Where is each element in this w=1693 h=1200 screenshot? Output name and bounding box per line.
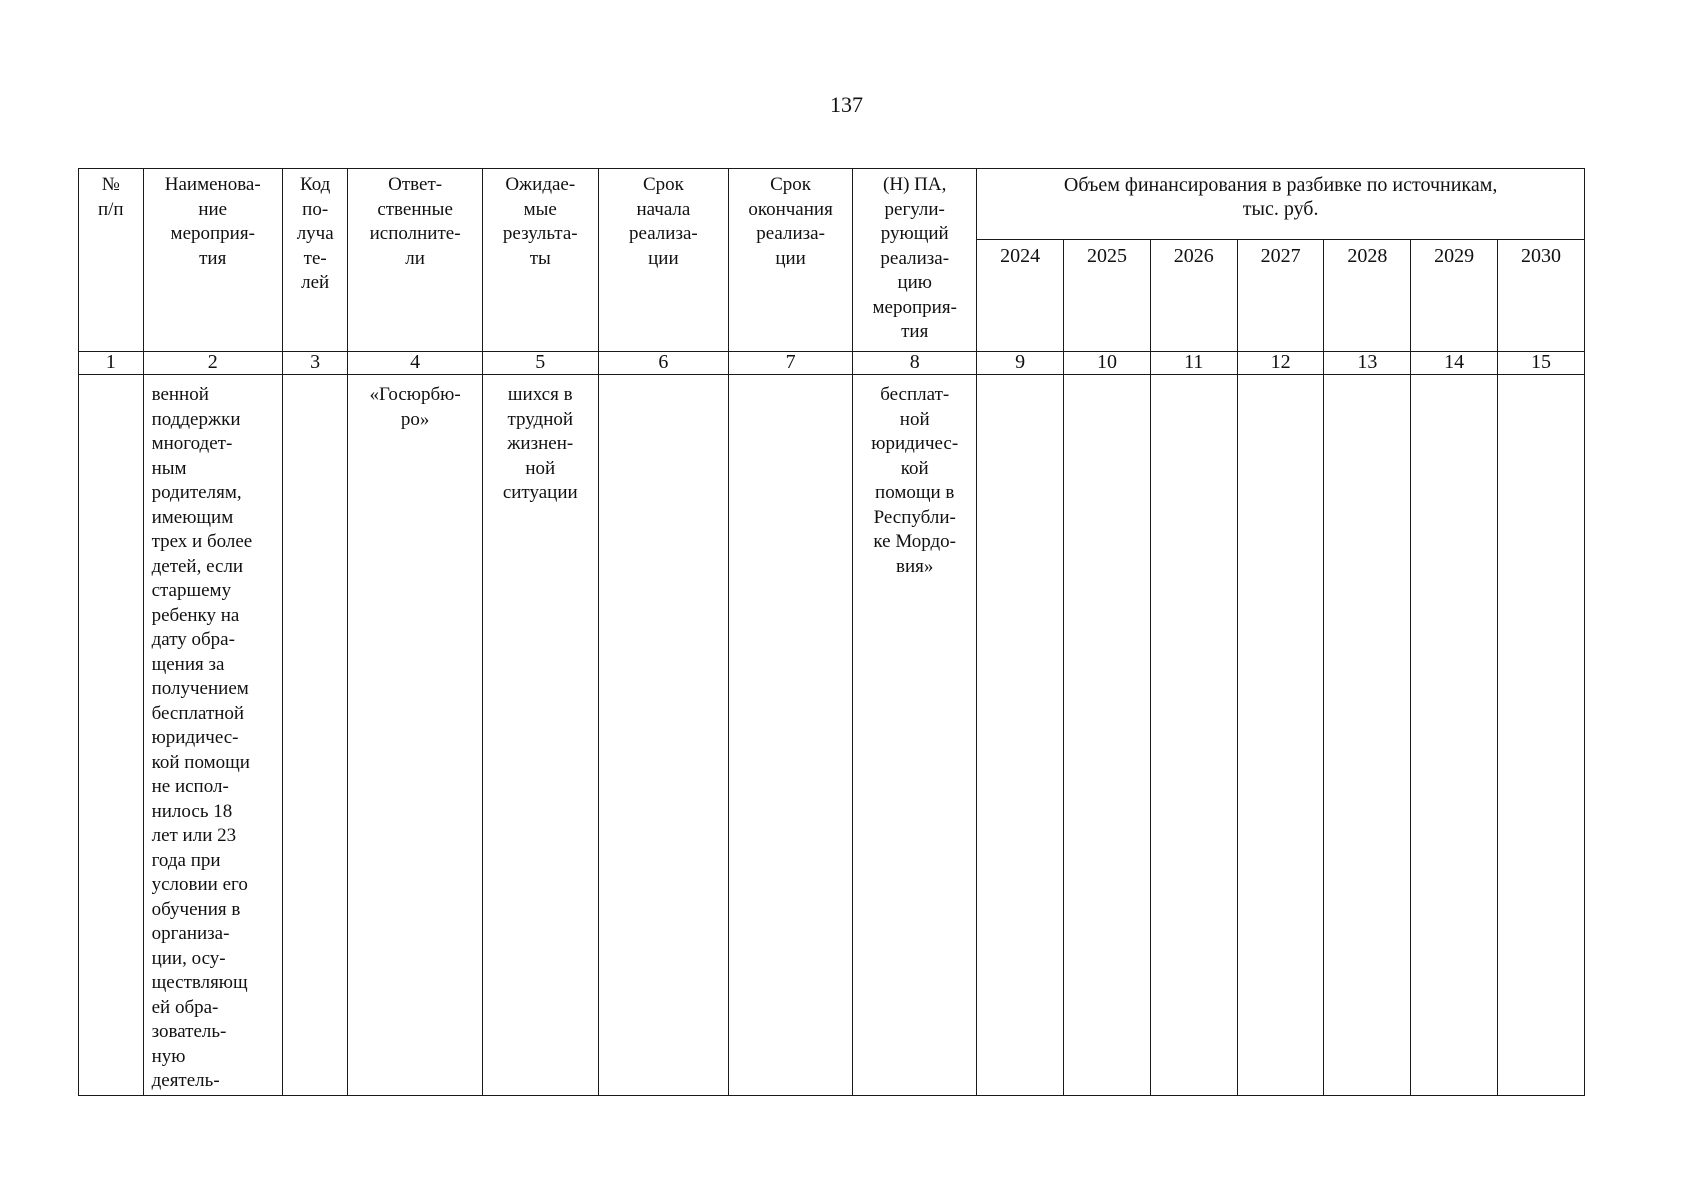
header-row [79, 169, 1585, 240]
cell-regulatory-act: бесплат- ной юридичес- кой помощи в Республи- ке Мордо- вия» [853, 375, 977, 1096]
column-number: 8 [853, 352, 977, 375]
page-number: 137 [830, 92, 863, 117]
header-responsible: Ответ- ственные исполните- ли [348, 169, 482, 352]
cell-activity-name: венной поддержки многодет- ным родителям, имеющим трех и более детей, если старшему ребенку на дату обра- щения за получением бесплатной юридичес- кой помощи не испол- нилось 18 лет или 23 года при условии его обучения в организа- ции, осу- ществляющ ей обра- зователь- ную деятель- [143, 375, 282, 1096]
cell-recipient-code [282, 375, 348, 1096]
header-activity-name: Наименова- ние мероприя- тия [143, 169, 282, 352]
year-2028: 2028 [1324, 240, 1411, 352]
column-number: 10 [1064, 352, 1151, 375]
cell-funding-2026 [1150, 375, 1237, 1096]
header-num: № п/п [79, 169, 144, 352]
cell-funding-2025 [1064, 375, 1151, 1096]
header-funding-volume: Объем финансирования в разбивке по источникам, тыс. руб. [977, 169, 1585, 240]
column-number: 15 [1498, 352, 1585, 375]
cell-num [79, 375, 144, 1096]
cell-start-date [598, 375, 728, 1096]
header-regulatory-act: (Н) ПА, регули- рующий реализа- цию мероприя- тия [853, 169, 977, 352]
column-number: 13 [1324, 352, 1411, 375]
column-number-row [79, 352, 1585, 375]
cell-funding-2028 [1324, 375, 1411, 1096]
cell-funding-2024 [977, 375, 1064, 1096]
cell-end-date [729, 375, 853, 1096]
year-2025: 2025 [1064, 240, 1151, 352]
year-2024: 2024 [977, 240, 1064, 352]
column-number: 9 [977, 352, 1064, 375]
header-recipient-code: Код по- луча те- лей [282, 169, 348, 352]
year-2026: 2026 [1150, 240, 1237, 352]
cell-responsible: «Госюрбю- ро» [348, 375, 482, 1096]
column-number: 5 [482, 352, 598, 375]
column-number: 4 [348, 352, 482, 375]
column-number: 7 [729, 352, 853, 375]
cell-funding-2027 [1237, 375, 1324, 1096]
column-number: 14 [1411, 352, 1498, 375]
program-activities-table [78, 168, 1585, 1096]
header-start-date: Срок начала реализа- ции [598, 169, 728, 352]
cell-expected-results: шихся в трудной жизнен- ной ситуации [482, 375, 598, 1096]
year-2027: 2027 [1237, 240, 1324, 352]
year-2030: 2030 [1498, 240, 1585, 352]
table-row [79, 375, 1585, 1096]
column-number: 11 [1150, 352, 1237, 375]
column-number: 12 [1237, 352, 1324, 375]
header-end-date: Срок окончания реализа- ции [729, 169, 853, 352]
column-number: 3 [282, 352, 348, 375]
column-number: 2 [143, 352, 282, 375]
column-number: 6 [598, 352, 728, 375]
column-number: 1 [79, 352, 144, 375]
cell-funding-2030 [1498, 375, 1585, 1096]
cell-funding-2029 [1411, 375, 1498, 1096]
year-2029: 2029 [1411, 240, 1498, 352]
header-expected-results: Ожидае- мые результа- ты [482, 169, 598, 352]
